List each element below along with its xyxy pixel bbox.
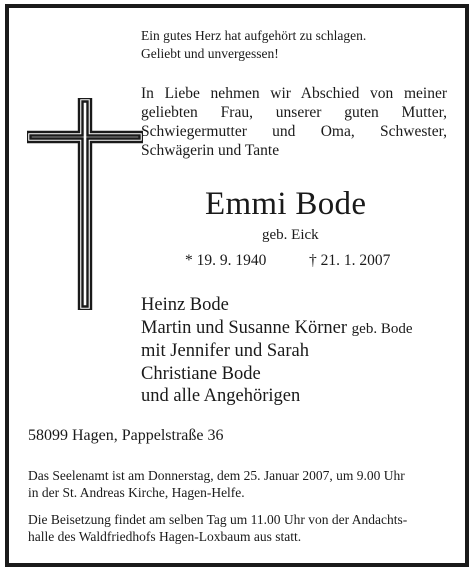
motto-line-1: Ein gutes Herz hat aufgehört zu schlagen. (141, 28, 367, 43)
motto (141, 27, 366, 63)
mourner-line-1: Heinz Bode (141, 295, 229, 315)
cross-icon (27, 98, 143, 310)
requiem-line-1: Das Seelenamt ist am Donnerstag, dem 25. Januar 2007, um 9.00 Uhr (28, 468, 405, 483)
motto-line-2: Geliebt und unvergessen! (141, 46, 279, 61)
mourner-line-2-note: geb. Bode (351, 320, 413, 337)
burial-line-2: halle des Waldfriedhofs Hagen-Loxbaum aus statt. (28, 528, 302, 544)
requiem-line-2: in der St. Andreas Kirche, Hagen-Helfe. (28, 484, 245, 500)
birth-name: geb. Eick (262, 227, 319, 243)
mourners-list (141, 294, 412, 408)
mourner-line-2-names: Martin und Susanne Körner (141, 317, 348, 338)
farewell-line-2: geliebten Frau, unserer guten Mutter, (141, 104, 447, 121)
mourner-line-5: und alle Angehörigen (141, 386, 301, 406)
burial-notice (28, 512, 407, 545)
deceased-name: Emmi Bode (205, 186, 367, 222)
death-date: † 21. 1. 2007 (309, 252, 391, 269)
mourner-line-4: Christiane Bode (141, 363, 261, 384)
farewell-line-4: Schwägerin und Tante (141, 142, 280, 159)
farewell-line-1: In Liebe nehmen wir Abschied von meiner (141, 85, 447, 102)
mourner-line-3: mit Jennifer und Sarah (141, 341, 309, 361)
requiem-notice (28, 468, 405, 501)
family-address: 58099 Hagen, Pappelstraße 36 (28, 427, 224, 444)
farewell-line-3: Schwiegermutter und Oma, Schwester, (141, 123, 447, 140)
birth-date: * 19. 9. 1940 (185, 252, 267, 269)
mourner-line-2 (141, 318, 412, 338)
farewell-text (141, 84, 447, 160)
burial-line-1: Die Beisetzung findet am selben Tag um 11.00 Uhr von der Andachts- (28, 512, 408, 527)
